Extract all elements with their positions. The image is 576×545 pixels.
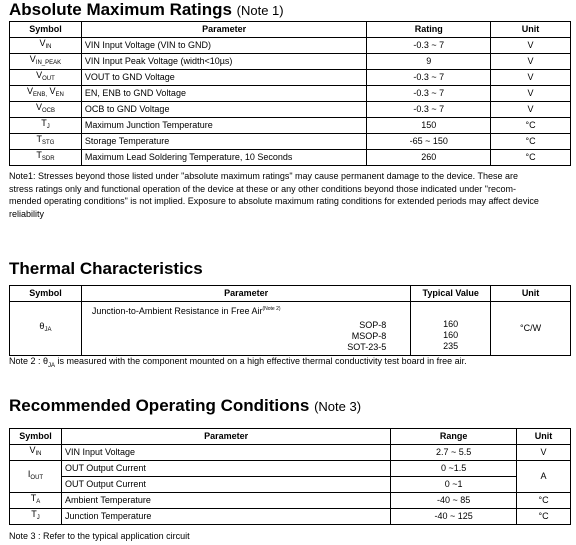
parameter-cell: OUT Output Current [61,461,390,477]
symbol-cell: $V_{OCB}$ [10,102,82,118]
parameter-cell: VIN Input Voltage (VIN to GND) [81,38,366,54]
table-row [10,461,571,477]
table-row [10,493,571,509]
symbol-cell: $T_J$ [10,118,82,134]
abs-table [9,21,571,166]
table-row [10,102,571,118]
rec-header-parameter: Parameter [61,429,390,445]
thermal-title-text: Thermal Characteristics [9,259,203,278]
unit-cell: °C/W [491,302,571,356]
parameter-cell: VIN Input Peak Voltage (width<10µs) [81,54,366,70]
parameter-cell: Ambient Temperature [61,493,390,509]
unit-cell: V [491,38,571,54]
parameter-cell: VOUT to GND Voltage [81,70,366,86]
parameter-cell: Maximum Junction Temperature [81,118,366,134]
parameter-cell: OCB to GND Voltage [81,102,366,118]
note1-line: reliability [9,208,45,219]
table-row [10,38,571,54]
unit-cell: V [491,86,571,102]
symbol-cell: $T_J$ [10,509,62,525]
symbol-cell: $V_{IN\_PEAK}$ [10,54,82,70]
rating-cell: -0.3 ~ 7 [367,70,491,86]
thermal-header-unit: Unit [491,286,571,302]
abs-header-rating: Rating [367,22,491,38]
unit-cell: V [517,445,571,461]
table-row [10,134,571,150]
unit-cell: °C [517,493,571,509]
abs-header-parameter: Parameter [81,22,366,38]
symbol-cell: $T_A$ [10,493,62,509]
unit-cell: °C [491,134,571,150]
parameter-cell: Maximum Lead Soldering Temperature, 10 Seconds [81,150,366,166]
typical-value-cell [411,302,491,356]
package-name: MSOP-8 [351,331,387,341]
table-row [10,445,571,461]
package-value: 235 [443,341,459,351]
parameter-cell: Storage Temperature [81,134,366,150]
unit-cell: °C [517,509,571,525]
range-cell: 0 ~1.5 [391,461,517,477]
symbol-cell: $V_{OUT}$ [10,70,82,86]
rec-note-ref: (Note 3) [314,399,362,414]
abs-note1 [9,170,573,220]
abs-header-row [10,22,571,38]
range-cell: 2.7 ~ 5.5 [391,445,517,461]
note1-line: mended operating conditions" is not implied. Exposure to absolute maximum rating conditions for extended periods may affect device [9,196,539,206]
package-name: SOT-23-5 [347,342,387,352]
table-row [10,509,571,525]
parameter-cell: OUT Output Current [61,477,390,493]
rec-header-unit: Unit [517,429,571,445]
parameter-cell: Junction Temperature [61,509,390,525]
package-value: 160 [443,330,459,340]
rec-table [9,428,571,525]
unit-cell: °C [491,118,571,134]
thermal-title [9,259,203,279]
abs-title [9,0,284,20]
rec-header-symbol: Symbol [10,429,62,445]
range-cell: 0 ~1 [391,477,517,493]
parameter-cell [81,302,410,356]
rating-cell: -0.3 ~ 7 [367,38,491,54]
thermal-header-parameter: Parameter [81,286,410,302]
note1-line: Note1: Stresses beyond those listed under "absolute maximum ratings" may cause permanent damage to the device. These are [9,171,519,181]
rating-cell: -65 ~ 150 [367,134,491,150]
thermal-param-note: (Note 2) [262,306,281,312]
note1-line: stress ratings only and functional operation of the device at these or any other conditions beyond those indicated under "recom- [9,183,517,194]
symbol-cell: $V_{ENB,}$ $V_{EN}$ [10,86,82,102]
thermal-header-row [10,286,571,302]
thermal-header-symbol: Symbol [10,286,82,302]
table-row [10,54,571,70]
rating-cell: -0.3 ~ 7 [367,86,491,102]
abs-header-symbol: Symbol [10,22,82,38]
table-row [10,150,571,166]
range-cell: -40 ~ 85 [391,493,517,509]
rating-cell: 150 [367,118,491,134]
rec-header-range: Range [391,429,517,445]
parameter-cell: VIN Input Voltage [61,445,390,461]
rec-title-text: Recommended Operating Conditions [9,396,310,415]
abs-header-unit: Unit [491,22,571,38]
rating-cell: -0.3 ~ 7 [367,102,491,118]
table-row [10,70,571,86]
package-name: SOP-8 [359,320,387,330]
table-row [10,302,571,356]
rec-note3: Note 3 : Refer to the typical application circuit [9,531,190,541]
unit-cell: °C [491,150,571,166]
symbol-cell: $V_{IN}$ [10,38,82,54]
thermal-note2: Note 2 : $\theta_{JA}$ is measured with the component mounted on a high effective thermal conductivity test board in free air. [9,356,467,369]
rec-header-row [10,429,571,445]
abs-title-text: Absolute Maximum Ratings [9,0,232,19]
thermal-header-typical: Typical Value [411,286,491,302]
symbol-cell: $T_{STG}$ [10,134,82,150]
unit-cell: V [491,70,571,86]
symbol-cell: $V_{IN}$ [10,445,62,461]
parameter-cell: EN, ENB to GND Voltage [81,86,366,102]
symbol-cell: $\theta_{JA}$ [10,302,82,356]
table-row [10,477,571,493]
package-value: 160 [443,319,459,329]
rating-cell: 260 [367,150,491,166]
unit-cell: A [517,461,571,493]
symbol-cell: $I_{OUT}$ [10,461,62,493]
unit-cell: V [491,54,571,70]
thermal-table [9,285,571,356]
symbol-cell: $T_{SDR}$ [10,150,82,166]
thermal-param-text: Junction-to-Ambient Resistance in Free Air [91,306,263,316]
abs-note-ref: (Note 1) [236,3,284,18]
unit-cell: V [491,102,571,118]
rating-cell: 9 [367,54,491,70]
table-row [10,86,571,102]
range-cell: -40 ~ 125 [391,509,517,525]
rec-title [9,396,361,416]
table-row [10,118,571,134]
